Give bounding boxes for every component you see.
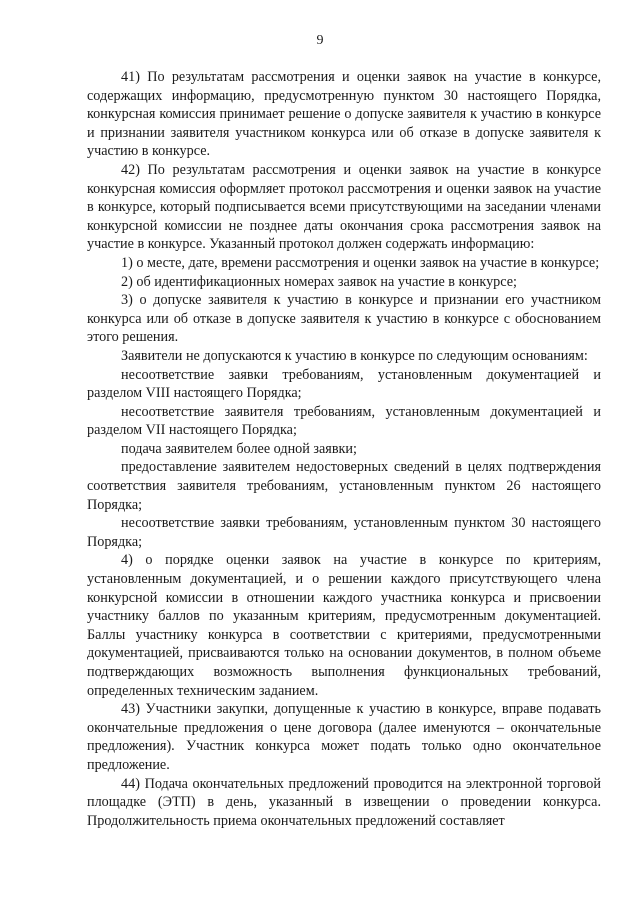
rejection-ground: подача заявителем более одной заявки; bbox=[121, 440, 357, 457]
document-body bbox=[87, 68, 601, 830]
rejection-grounds-intro: Заявители не допускаются к участию в конкурсе по следующим основаниям: bbox=[121, 347, 588, 364]
page-number: 9 bbox=[316, 33, 324, 48]
paragraph-42: 42) По результатам рассмотрения и оценки заявок на участие в конкурсе конкурсная комиссия оформляет протокол рассмотрения и оценки заявок на участие в конкурсе, который подписывается всеми присутствующими на заседании членами конкурсной комиссии не позднее даты окончания срока рассмотрения заявок на участие в конкурсе. Указанный протокол должен содержать информацию: bbox=[87, 161, 601, 253]
rejection-ground: несоответствие заявки требованиям, установленным документацией и разделом VIII настоящего Порядка; bbox=[87, 366, 601, 402]
list-item-2: 2) об идентификационных номерах заявок на участие в конкурсе; bbox=[121, 273, 517, 290]
list-item-1: 1) о месте, дате, времени рассмотрения и оценки заявок на участие в конкурсе; bbox=[121, 254, 600, 271]
rejection-ground: несоответствие заявителя требованиям, установленным документацией и разделом VII настоящего Порядка; bbox=[87, 403, 601, 439]
paragraph-44: 44) Подача окончательных предложений проводится на электронной торговой площадке (ЭТП) в день, указанный в извещении о проведении конкурса. Продолжительность приема окончательных предложений составляет bbox=[87, 775, 601, 829]
rejection-ground: несоответствие заявки требованиям, установленным пунктом 30 настоящего Порядка; bbox=[87, 515, 601, 550]
paragraph-41: 41) По результатам рассмотрения и оценки заявок на участие в конкурсе, содержащих информацию, предусмотренную пунктом 30 настоящего Порядка, конкурсная комиссия принимает решение о допуске заявителя к участию в конкурсе и признании заявителя участником конкурса или об отказе в допуске заявителя к участию в конкурсе. bbox=[87, 69, 601, 160]
paragraph-43: 43) Участники закупки, допущенные к участию в конкурсе, вправе подавать окончательные предложения о цене договора (далее именуются – окончательные предложения). Участник конкурса может подать только одно окончательное предложение. bbox=[87, 701, 601, 773]
list-item-4: 4) о порядке оценки заявок на участие в конкурсе по критериям, установленным документацией, и о решении каждого присутствующего члена конкурсной комиссии в отношении каждого участника конкурса и присвоении участнику баллов по указанным критериям, предусмотренным документацией. Баллы участнику конкурса в соответствии с критериями, предусмотренными документацией, присваиваются только на основании документов, в полном объеме подтверждающих возможность выполнения функциональных требований, определенных техническим заданием. bbox=[87, 552, 601, 699]
rejection-ground: предоставление заявителем недостоверных сведений в целях подтверждения соответствия заявителя требованиям, установленным пунктом 26 настоящего Порядка; bbox=[87, 459, 601, 513]
list-item-3: 3) о допуске заявителя к участию в конкурсе и признании его участником конкурса или об отказе в допуске заявителя к участию в конкурсе с обоснованием этого решения. bbox=[87, 292, 601, 346]
